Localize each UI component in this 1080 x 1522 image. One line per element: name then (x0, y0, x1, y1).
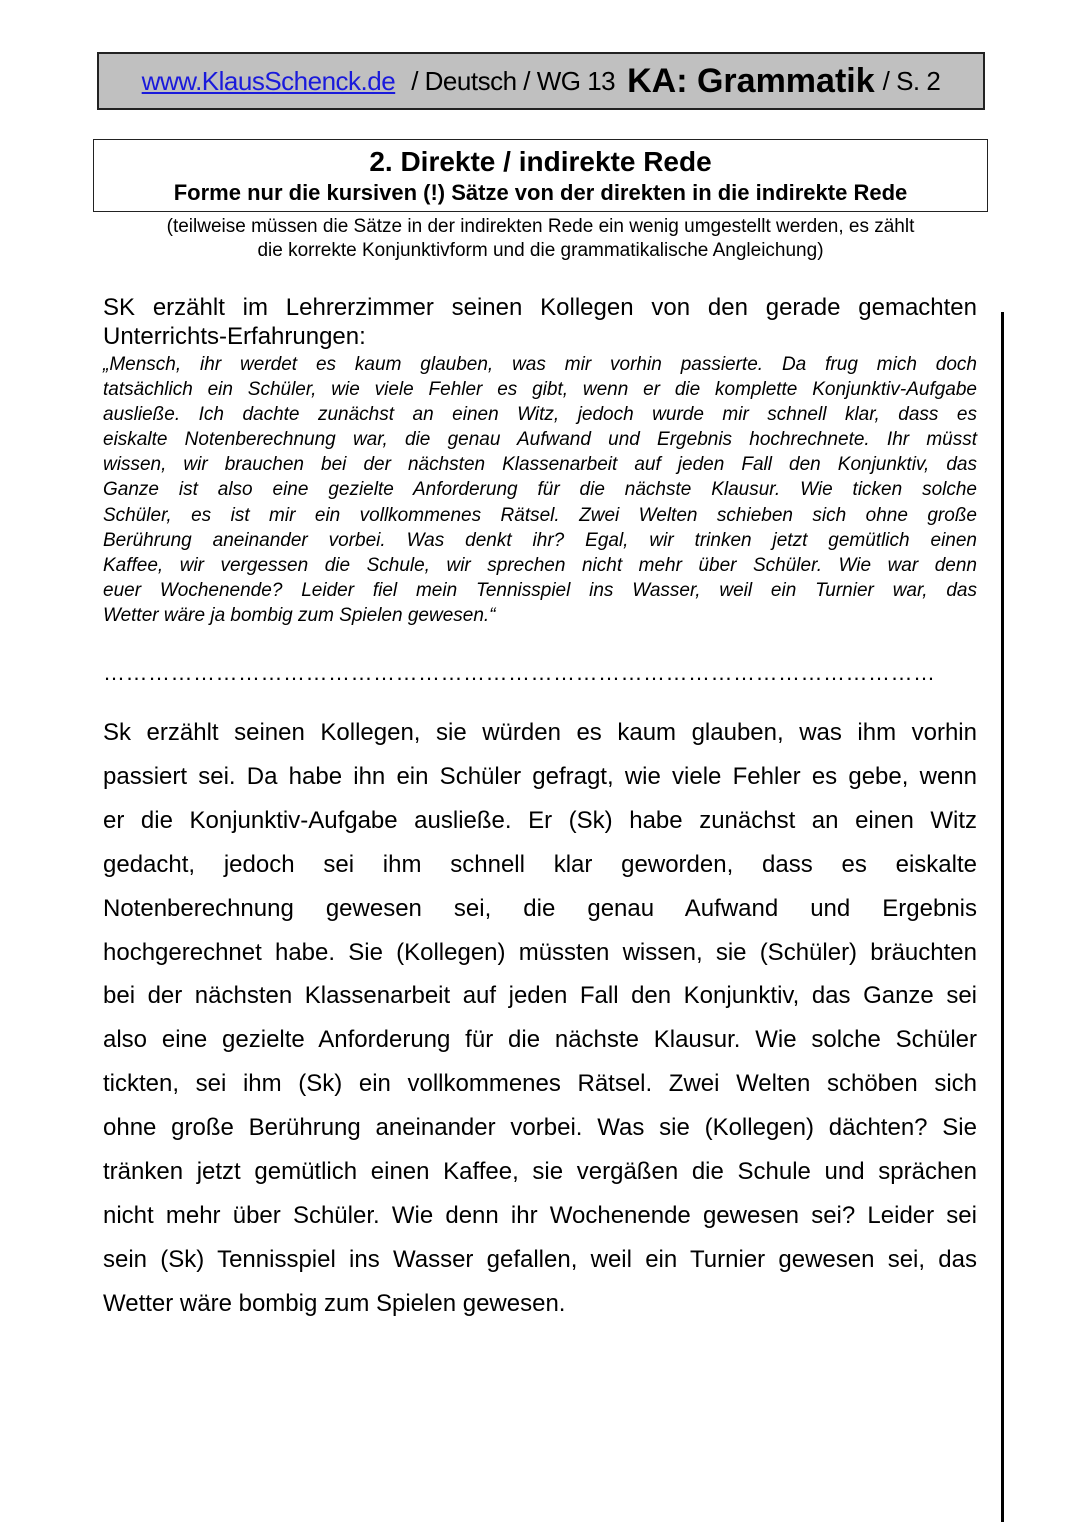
quote-line: wissen, wir brauchen bei der nächsten Klassenarbeit auf jeden Fall den Konjunktiv, das (103, 454, 977, 476)
dotted-separator: ………………………………………………………………………………………………… (103, 660, 936, 685)
header-page-number: / S. 2 (882, 65, 941, 96)
intro-line: SK erzählt im Lehrerzimmer seinen Kollegen von den gerade gemachten (103, 294, 977, 321)
answer-line: Wetter wäre bombig zum Spielen gewesen. (103, 1289, 566, 1317)
quote-line: Kaffee, wir vergessen die Schule, wir sprechen nicht mehr über Schüler. Wie war denn (103, 554, 977, 576)
website-link[interactable]: www.KlausSchenck.de (141, 65, 396, 96)
intro-line: Unterrichts-Erfahrungen: (103, 323, 366, 350)
answer-line: bei der nächsten Klassenarbeit auf jeden Fall den Konjunktiv, das Ganze sei (103, 982, 977, 1010)
answer-line: also eine gezielte Anforderung für die nächste Klausur. Wie solche Schüler (103, 1026, 977, 1054)
answer-line: gedacht, jedoch sei ihm schnell klar geworden, dass es eiskalte (103, 850, 977, 878)
answer-line: nicht mehr über Schüler. Wie denn ihr Wochenende gewesen sei? Leider sei (103, 1201, 977, 1229)
answer-line: er die Konjunktiv-Aufgabe ausließe. Er (Sk) habe zunächst an einen Witz (103, 806, 977, 834)
quote-line: Berührung aneinander vorbei. Was denkt ihr? Egal, wir trinken jetzt gemütlich einen (103, 529, 977, 551)
answer-line: hochgerechnet habe. Sie (Kollegen) müssten wissen, sie (Schüler) bräuchten (103, 938, 977, 966)
answer-line: passiert sei. Da habe ihn ein Schüler gefragt, wie viele Fehler es gebe, wenn (103, 762, 977, 790)
quote-line: „Mensch, ihr werdet es kaum glauben, was mir vorhin passierte. Da frug mich doch (103, 354, 977, 375)
answer-line: ohne große Berührung aneinander vorbei. Was sie (Kollegen) dächten? Sie (103, 1114, 977, 1142)
quote-line: eiskalte Notenberechnung war, die genau Aufwand und Ergebnis hochrechnete. Ihr müsst (103, 429, 977, 451)
task-note (93, 215, 988, 263)
task-title: 2. Direkte / indirekte Rede (369, 146, 712, 177)
answer-line: tickten, sei ihm (Sk) ein vollkommenes Rätsel. Zwei Welten schöben sich (103, 1070, 977, 1098)
answer-line: Sk erzählt seinen Kollegen, sie würden es kaum glauben, was ihm vorhin (103, 719, 977, 746)
header-title: KA: Grammatik (627, 61, 875, 100)
margin-line (1001, 312, 1004, 1522)
answer-line: sein (Sk) Tennisspiel ins Wasser gefallen, weil ein Turnier gewesen sei, das (103, 1245, 977, 1273)
answer-line: Notenberechnung gewesen sei, die genau Aufwand und Ergebnis (103, 894, 977, 922)
intro-text (103, 293, 977, 351)
page-header (97, 52, 985, 110)
quote-line: ausließe. Ich dachte zunächst an einen Witz, jedoch wurde mir schnell klar, dass es (103, 404, 977, 426)
answer-text (103, 711, 977, 1326)
answer-line: tränken jetzt gemütlich einen Kaffee, sie vergäßen die Schule und sprächen (103, 1158, 977, 1186)
quote-line: Ganze ist also eine gezielte Anforderung für die nächste Klausur. Wie ticken solche (103, 479, 977, 501)
note-line: (teilweise müssen die Sätze in der indirekten Rede ein wenig umgestellt werden, es zählt (166, 216, 915, 237)
header-path: / Deutsch / WG 13 (411, 65, 616, 96)
quote-line: tatsächlich ein Schüler, wie viele Fehler es gibt, wenn er die komplette Konjunktiv-Aufgabe (103, 379, 977, 401)
quote-line: Schüler, es ist mir ein vollkommenes Rätsel. Zwei Welten schieben sich ohne große (103, 504, 977, 526)
note-line: die korrekte Konjunktivform und die grammatikalische Angleichung) (257, 240, 824, 261)
task-box (93, 139, 988, 212)
quote-line: Wetter wäre ja bombig zum Spielen gewesen.“ (103, 604, 496, 626)
direct-speech-quote (103, 352, 977, 628)
task-instruction: Forme nur die kursiven (!) Sätze von der direkten in die indirekte Rede (173, 180, 908, 205)
quote-line: euer Wochenende? Leider fiel mein Tennisspiel ins Wasser, weil ein Turnier war, das (103, 579, 977, 601)
